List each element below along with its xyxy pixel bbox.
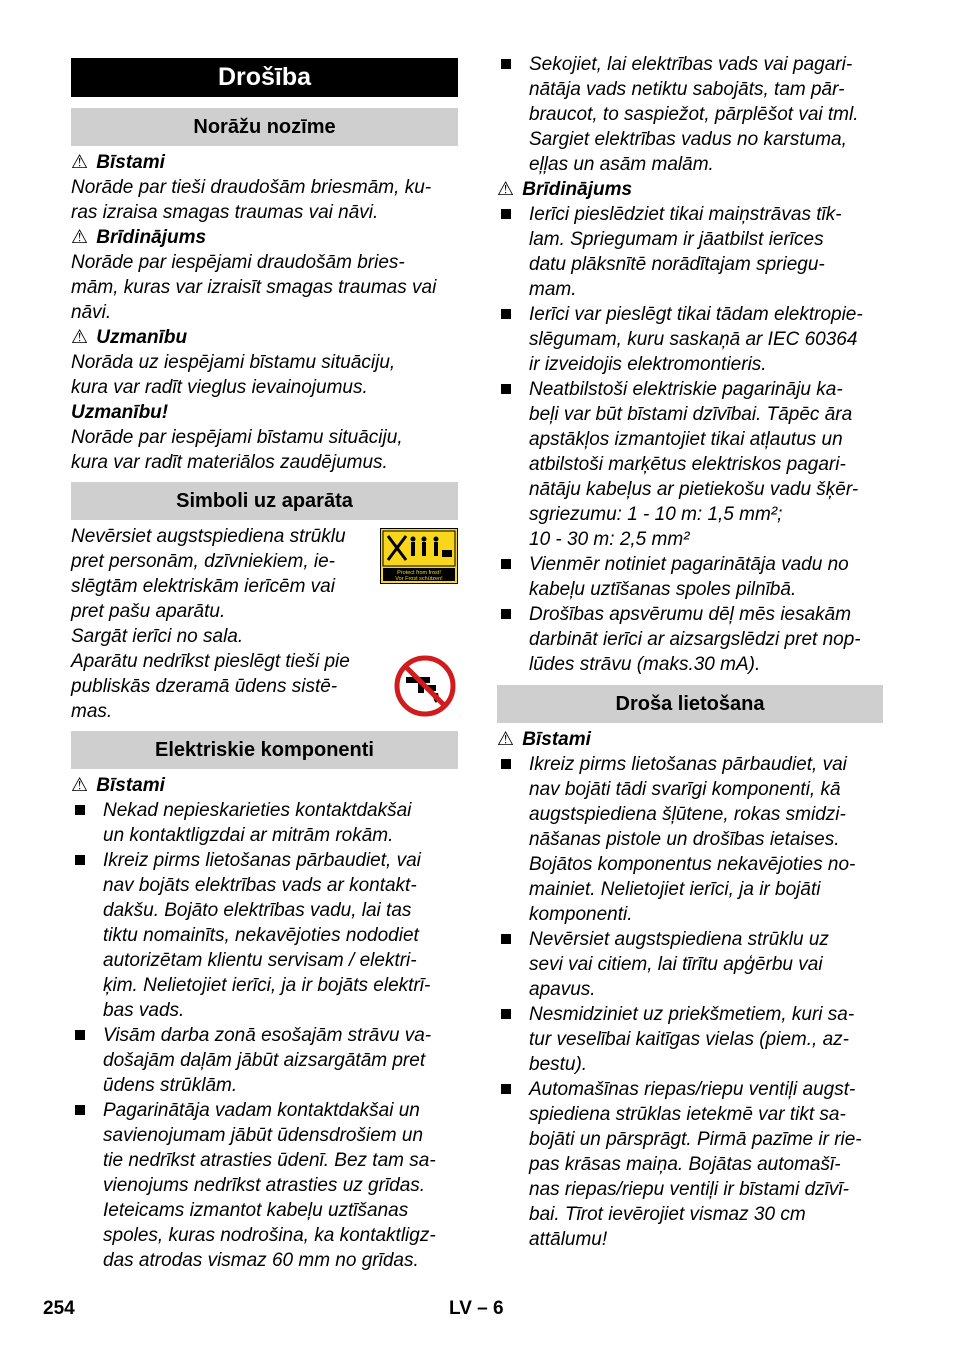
- bullet-square-icon: [501, 609, 511, 619]
- text-line: un kontaktligzdai ar mitrām rokām.: [103, 825, 394, 846]
- text-line: attālumu!: [529, 1229, 608, 1250]
- text-line: nāvi.: [71, 302, 112, 323]
- list-item: [71, 848, 458, 1023]
- attention-heading: Uzmanību!: [71, 402, 169, 423]
- text-line: Nesmidziniet uz priekšmetiem, kuri sa-: [529, 1004, 855, 1025]
- warning-triangle-icon: ⚠: [71, 775, 89, 796]
- text-line: spoles, kuras nodrošina, ka kontaktligz-: [103, 1225, 436, 1246]
- caution-text: [71, 350, 458, 400]
- text-line: dakšu. Bojāto elektrības vadu, lai tas: [103, 900, 412, 921]
- text-line: Aparātu nedrīkst pieslēgt tieši pie: [71, 651, 350, 672]
- text-line: Bojātos komponentus nekavējoties no-: [529, 854, 856, 875]
- text-line: Vienmēr notiniet pagarinātāja vadu no: [529, 554, 849, 575]
- text-line: spiediena strūklas ietekmē var tikt sa-: [529, 1104, 846, 1125]
- text-line: 10 - 30 m: 2,5 mm²: [529, 529, 690, 550]
- electrical-list: [71, 798, 458, 1273]
- warning-heading: ⚠ Brīdinājums: [71, 227, 207, 248]
- text-line: Ieteicams izmantot kabeļu uztīšanas: [103, 1200, 409, 1221]
- text-line: Norāda uz iespējami bīstamu situāciju,: [71, 352, 396, 373]
- list-item: [497, 202, 883, 302]
- text-line: Automašīnas riepas/riepu ventiļi augst-: [529, 1079, 856, 1100]
- right-warning-heading: ⚠ Brīdinājums: [497, 179, 633, 200]
- text-line: Ikreiz pirms lietošanas pārbaudiet, vai: [103, 850, 421, 871]
- symbol-text-2: Sargāt ierīci no sala.: [71, 626, 244, 647]
- bullet-square-icon: [501, 934, 511, 944]
- left-column: [71, 58, 458, 1273]
- electrical-danger-heading: ⚠ Bīstami: [71, 775, 165, 796]
- text-line: sgriezumu: 1 - 10 m: 1,5 mm²;: [529, 504, 783, 525]
- text-line: mas.: [71, 701, 113, 722]
- text-line: sevi vai citiem, lai tīrītu apģērbu vai: [529, 954, 823, 975]
- bullet-square-icon: [501, 1009, 511, 1019]
- section-heading-safe-use: Droša lietošana: [497, 685, 883, 723]
- electrical-list-continued: [497, 52, 883, 177]
- text-line: mainiet. Nelietojiet ierīci, ja ir bojāti: [529, 879, 821, 900]
- text-line: Visām darba zonā esošajām strāvu va-: [103, 1025, 432, 1046]
- text-line: bai. Tīrot ievērojiet vismaz 30 cm: [529, 1204, 806, 1225]
- text-line: Neatbilstoši elektriskie pagarināju ka-: [529, 379, 843, 400]
- text-line: Norāde par iespējami bīstamu situāciju,: [71, 427, 403, 448]
- text-line: das atrodas vismaz 60 mm no grīdas.: [103, 1250, 419, 1271]
- text-line: ras izraisa smagas traumas vai nāvi.: [71, 202, 379, 223]
- text-line: Ierīci pieslēdziet tikai maiņstrāvas tīk-: [529, 204, 842, 225]
- text-line: Sargiet elektrības vadus no karstuma,: [529, 129, 847, 150]
- bullet-square-icon: [501, 1084, 511, 1094]
- text-line: Ikreiz pirms lietošanas pārbaudiet, vai: [529, 754, 847, 775]
- warning-triangle-icon: ⚠: [497, 729, 515, 750]
- text-line: mām, kuras var izraisīt smagas traumas vai: [71, 277, 437, 298]
- text-line: bas vads.: [103, 1000, 185, 1021]
- text-line: bojāti un pārsprāgt. Pirmā pazīme ir rie-: [529, 1129, 862, 1150]
- text-line: autorizētam klientu servisam / elektri-: [103, 950, 417, 971]
- svg-text:Protect from frost!: Protect from frost!: [397, 570, 441, 576]
- text-line: apstākļos izmantojiet tikai atļautus un: [529, 429, 843, 450]
- text-line: kura var radīt materiālos zaudējumus.: [71, 452, 388, 473]
- text-line: Nevērsiet augstspiediena strūklu: [71, 526, 346, 547]
- text-line: beļi var būt bīstami dzīvībai. Tāpēc āra: [529, 404, 853, 425]
- warning-triangle-icon: ⚠: [71, 227, 89, 248]
- warning-triangle-icon: ⚠: [71, 152, 89, 173]
- text-line: atbilstoši marķētus elektriskos pagari-: [529, 454, 846, 475]
- text-line: pret pašu aparātu.: [71, 601, 226, 622]
- text-line: Nekad nepieskarieties kontaktdakšai: [103, 800, 412, 821]
- text-line: braucot, to saspiežot, pārplēšot vai tml.: [529, 104, 859, 125]
- bullet-square-icon: [75, 855, 85, 865]
- list-item: [497, 302, 883, 377]
- text-line: pret personām, dzīvniekiem, ie-: [71, 551, 335, 572]
- text-line: kura var radīt vieglus ievainojumus.: [71, 377, 368, 398]
- text-line: mam.: [529, 279, 577, 300]
- text-line: ķim. Nelietojiet ierīci, ja ir bojāts elektrī-: [103, 975, 431, 996]
- text-line: pas krāsas maiņa. Bojātas automašī-: [529, 1154, 841, 1175]
- bullet-square-icon: [75, 1030, 85, 1040]
- safe-use-danger-heading: ⚠ Bīstami: [497, 729, 591, 750]
- text-line: publiskās dzeramā ūdens sistē-: [71, 676, 338, 697]
- text-line: Ierīci var pieslēgt tikai tādam elektropie-: [529, 304, 863, 325]
- text-line: savienojumam jābūt ūdensdrošiem un: [103, 1125, 424, 1146]
- list-item: [497, 1002, 883, 1077]
- text-line: Norāde par tieši draudošām briesmām, ku-: [71, 177, 432, 198]
- text-line: tie nedrīkst atrasties ūdenī. Bez tam sa-: [103, 1150, 436, 1171]
- text-line: nas riepas/riepu ventiļi ir bīstami dzīvī-: [529, 1179, 849, 1200]
- symbol-row-3: [71, 649, 458, 724]
- text-line: tiktu nomainīts, nekavējoties nododiet: [103, 925, 419, 946]
- text-line: Nevērsiet augstspiediena strūklu uz: [529, 929, 829, 950]
- warning-triangle-icon: ⚠: [497, 179, 515, 200]
- no-drinking-water-connection-icon: [394, 655, 456, 717]
- text-line: nav bojāti tādi svarīgi komponenti, kā: [529, 779, 841, 800]
- list-item: [497, 377, 883, 552]
- text-line: nātāja vads netiktu sabojāts, tam pār-: [529, 79, 845, 100]
- language-page-label: LV – 6: [449, 1298, 504, 1319]
- bullet-square-icon: [501, 309, 511, 319]
- text-line: bestu).: [529, 1054, 588, 1075]
- bullet-square-icon: [501, 559, 511, 569]
- list-item: [71, 1023, 458, 1098]
- text-line: slēgumam, kuru saskaņā ar IEC 60364: [529, 329, 858, 350]
- caution-heading: ⚠ Uzmanību: [71, 327, 188, 348]
- page-number: 254: [43, 1298, 75, 1319]
- text-line: ūdens strūklām.: [103, 1075, 238, 1096]
- svg-text:Vor Frost schützen!: Vor Frost schützen!: [395, 576, 443, 582]
- warning-triangle-icon: ⚠: [71, 327, 89, 348]
- attention-text: [71, 425, 458, 475]
- text-line: darbināt ierīci ar aizsargslēdzi pret nop-: [529, 629, 861, 650]
- text-line: lūdes strāvu (maks.30 mA).: [529, 654, 761, 675]
- text-line: datu plāksnītē norādītajam spriegu-: [529, 254, 825, 275]
- text-line: nātāju kabeļus ar pietiekošu vadu šķēr-: [529, 479, 859, 500]
- bullet-square-icon: [75, 805, 85, 815]
- bullet-square-icon: [501, 59, 511, 69]
- right-column: [497, 52, 883, 1252]
- no-spray-frost-sticker-icon: [380, 528, 458, 584]
- text-line: vienojums nedrīkst atrasties uz grīdas.: [103, 1175, 426, 1196]
- list-item: [497, 1077, 883, 1252]
- bullet-square-icon: [75, 1105, 85, 1115]
- text-line: kabeļu uztīšanas spoles pilnībā.: [529, 579, 797, 600]
- section-heading-symbols: Simboli uz aparāta: [71, 482, 458, 520]
- text-line: tur veselībai kaitīgas vielas (piem., az-: [529, 1029, 849, 1050]
- text-line: apavus.: [529, 979, 596, 1000]
- danger-heading: ⚠ Bīstami: [71, 152, 165, 173]
- list-item: [71, 1098, 458, 1273]
- list-item: [497, 752, 883, 927]
- safe-use-list: [497, 752, 883, 1252]
- section-heading-meaning: Norāžu nozīme: [71, 108, 458, 146]
- text-line: Drošības apsvērumu dēļ mēs iesakām: [529, 604, 852, 625]
- text-line: Pagarinātāja vadam kontaktdakšai un: [103, 1100, 420, 1121]
- text-line: komponenti.: [529, 904, 633, 925]
- warning-text: [71, 250, 458, 325]
- warning-list: [497, 202, 883, 677]
- bullet-square-icon: [501, 209, 511, 219]
- list-item: [497, 602, 883, 677]
- text-line: nāšanas pistole un drošības ietaises.: [529, 829, 840, 850]
- page-title: Drošība: [71, 58, 458, 97]
- text-line: augstspiediena šļūtene, rokas smidzi-: [529, 804, 846, 825]
- text-line: došajām daļām jābūt aizsargātām pret: [103, 1050, 426, 1071]
- text-line: Sekojiet, lai elektrības vads vai pagari-: [529, 54, 853, 75]
- text-line: ir izveidojis elektromontieris.: [529, 354, 767, 375]
- text-line: nav bojāts elektrības vads ar kontakt-: [103, 875, 417, 896]
- danger-text: [71, 175, 458, 225]
- list-item: [71, 798, 458, 848]
- text-line: lam. Spriegumam ir jāatbilst ierīces: [529, 229, 824, 250]
- list-item: [497, 52, 883, 177]
- symbol-row-1: [71, 524, 458, 624]
- text-line: slēgtām elektriskām ierīcēm vai: [71, 576, 335, 597]
- text-line: eļļas un asām malām.: [529, 154, 714, 175]
- bullet-square-icon: [501, 384, 511, 394]
- text-line: Norāde par iespējami draudošām bries-: [71, 252, 405, 273]
- bullet-square-icon: [501, 759, 511, 769]
- list-item: [497, 927, 883, 1002]
- section-heading-electrical: Elektriskie komponenti: [71, 731, 458, 769]
- list-item: [497, 552, 883, 602]
